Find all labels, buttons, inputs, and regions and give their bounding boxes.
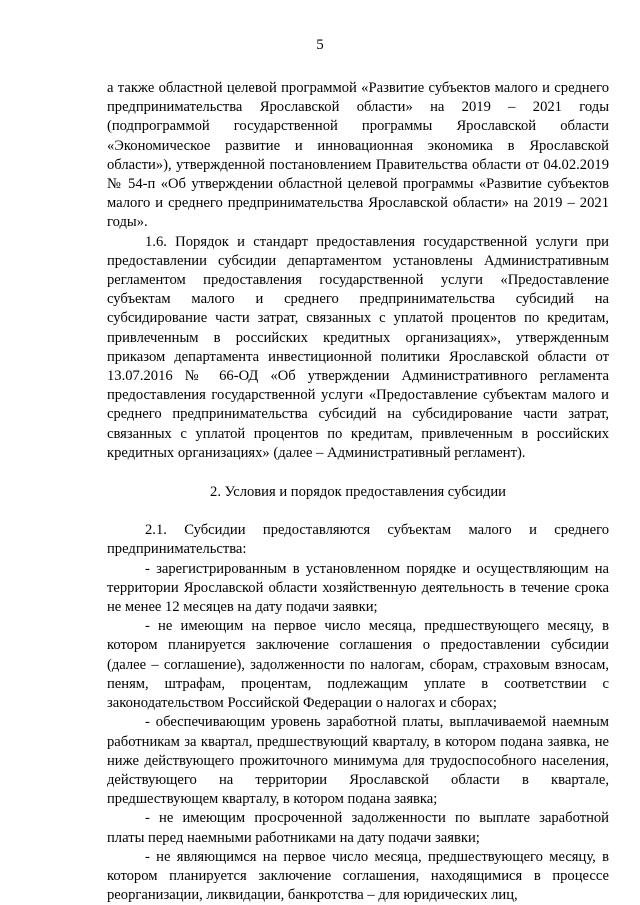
list-item: - обеспечивающим уровень заработной платы, выплачиваемой наемным работникам за квартал, предшествующий кварталу, в котором подана заявка, не ниже действующего прожиточного минимума для трудоспособного населения, действующего на территории Ярославской области в квартале, предшествующем кварталу, в котором подана заявка;: [107, 714, 609, 808]
list-item: - не являющимся на первое число месяца, предшествующего месяцу, в котором планируется заключение соглашения, находящимися в процессе реорганизации, ликвидации, банкротства – для юридических лиц,: [107, 848, 609, 904]
paragraph-2-1: 2.1. Субсидии предоставляются субъектам малого и среднего предпринимательства:: [107, 522, 609, 558]
paragraph-program-reference: а также областной целевой программой «Развитие субъектов малого и среднего предпринимательства Ярославской области» на 2019 – 2021 годы (подпрограммой государственной программы Ярославской области «Экономическое развитие и инновационная экономика в Ярославской области»), утвержденной постановлением Правительства области от 04.02.2019 № 54-п «Об утверждении областной целевой программы «Развитие субъектов малого и среднего предпринимательства Ярославской области» на 2019 – 2021 годы».: [107, 80, 609, 231]
document-body: [107, 79, 609, 905]
page-number: 5: [316, 37, 324, 53]
paragraph-1-6: 1.6. Порядок и стандарт предоставления государственной услуги при предоставлении субсидии департаментом установлены Административным регламентом предоставления государственной услуги «Предоставление субъектам малого и среднего предпринимательства субсидий на субсидирование части затрат, связанных с уплатой процентов по кредитам, привлеченным в российских кредитных организациях», утвержденным приказом департамента инвестиционной политики Ярославской области от 13.07.2016 № 66-ОД «Об утверждении Административного регламента предоставления государственной услуги «Предоставление субъектам малого и среднего предпринимательства субсидий на субсидирование части затрат, связанных с уплатой процентов по кредитам, привлеченным в российских кредитных организациях» (далее – Административный регламент).: [107, 233, 609, 461]
list-item: - не имеющим на первое число месяца, предшествующего месяцу, в котором планируется заключение соглашения о предоставлении субсидии (далее – соглашение), задолженности по налогам, сборам, страховым взносам, пеням, штрафам, процентам, подлежащим уплате в соответствии с законодательством Российской Федерации о налогах и сборах;: [107, 618, 609, 712]
list-item: - не имеющим просроченной задолженности по выплате заработной платы перед наемными работниками на дату подачи заявки;: [107, 810, 609, 846]
list-item: - зарегистрированным в установленном порядке и осуществляющим на территории Ярославской области хозяйственную деятельность в течение срока не менее 12 месяцев на дату подачи заявки;: [107, 560, 609, 616]
section-heading: 2. Условия и порядок предоставления субсидии: [210, 484, 506, 501]
